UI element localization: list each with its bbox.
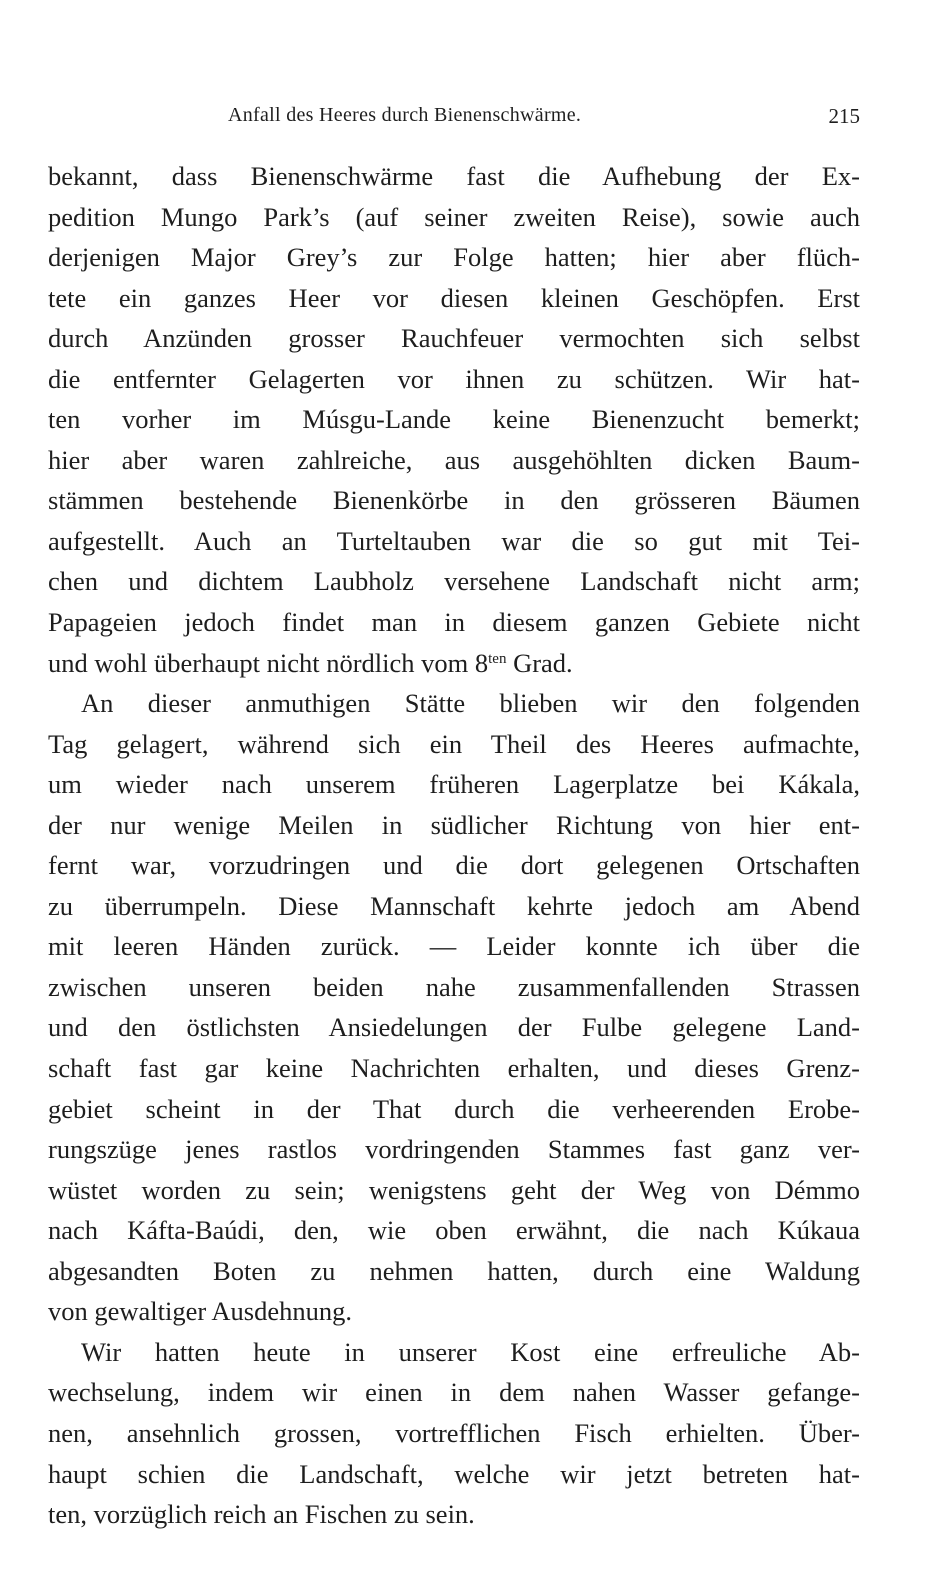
text-line: bekannt, dass Bienenschwärme fast die Aufhebung der Ex- <box>48 161 860 191</box>
running-title: Anfall des Heeres durch Bienenschwärme. <box>228 104 582 126</box>
text-line: von gewaltiger Ausdehnung. <box>48 1296 352 1327</box>
text-line: mit leeren Händen zurück. — Leider konnte ich über die <box>48 931 860 962</box>
page-number: 215 <box>828 104 860 128</box>
text-line: tete ein ganzes Heer vor diesen kleinen Geschöpfen. Erst <box>48 282 860 313</box>
text-line <box>48 643 860 684</box>
text-line: abgesandten Boten zu nehmen hatten, durch eine Waldung <box>48 1255 860 1286</box>
text-line: nach Káfta-Baúdi, den, wie oben erwähnt, die nach Kúkaua <box>48 1215 860 1246</box>
text-line: um wieder nach unserem früheren Lagerplatze bei Kákala, <box>48 769 860 800</box>
text-line: ten vorher im Músgu-Lande keine Bienenzucht bemerkt; <box>48 404 860 435</box>
text-line: schaft fast gar keine Nachrichten erhalten, und dieses Grenz- <box>48 1053 860 1084</box>
text-line: der nur wenige Meilen in südlicher Richtung von hier ent- <box>48 809 860 840</box>
running-head <box>48 104 860 134</box>
text-line: Tag gelagert, während sich ein Theil des Heeres aufmachte, <box>48 728 860 759</box>
text-line: pedition Mungo Park’s (auf seiner zweiten Reise), sowie auch <box>48 201 860 232</box>
text-line: derjenigen Major Grey’s zur Folge hatten; hier aber flüch- <box>48 242 860 273</box>
text-line: wüstet worden zu sein; wenigstens geht der Weg von Démmo <box>48 1174 860 1205</box>
text-line: aufgestellt. Auch an Turteltauben war die so gut mit Tei- <box>48 525 860 556</box>
body-text <box>48 156 860 1535</box>
text-line: chen und dichtem Laubholz versehene Landschaft nicht arm; <box>48 566 860 597</box>
line-text-end: Grad. <box>506 647 573 678</box>
text-line: gebiet scheint in der That durch die verheerenden Erobe- <box>48 1093 860 1124</box>
text-line: stämmen bestehende Bienenkörbe in den grösseren Bäumen <box>48 485 860 516</box>
text-line: zwischen unseren beiden nahe zusammenfallenden Strassen <box>48 971 860 1002</box>
paragraph-first-line: Wir hatten heute in unserer Kost eine erfreuliche Ab- <box>81 1336 860 1367</box>
text-line: ten, vorzüglich reich an Fischen zu sein. <box>48 1499 475 1530</box>
text-line: durch Anzünden grosser Rauchfeuer vermochten sich selbst <box>48 323 860 354</box>
text-line: wechselung, indem wir einen in dem nahen Wasser gefange- <box>48 1377 860 1408</box>
paragraph-first-line: An dieser anmuthigen Stätte blieben wir den folgenden <box>81 688 860 719</box>
text-line: fernt war, vorzudringen und die dort gelegenen Ortschaften <box>48 850 860 881</box>
text-line: und den östlichsten Ansiedelungen der Fulbe gelegene Land- <box>48 1012 860 1043</box>
text-line: nen, ansehnlich grossen, vortrefflichen Fisch erhielten. Über- <box>48 1417 860 1448</box>
text-line: zu überrumpeln. Diese Mannschaft kehrte jedoch am Abend <box>48 890 860 921</box>
text-line: die entfernter Gelagerten vor ihnen zu schützen. Wir hat- <box>48 363 860 394</box>
text-line: rungszüge jenes rastlos vordringenden Stammes fast ganz ver- <box>48 1134 860 1165</box>
superscript: ten <box>488 650 507 667</box>
text-line: hier aber waren zahlreiche, aus ausgehöhlten dicken Baum- <box>48 444 860 475</box>
line-text: und wohl überhaupt nicht nördlich vom 8 <box>48 647 489 678</box>
text-line: Papageien jedoch findet man in diesem ganzen Gebiete nicht <box>48 607 860 638</box>
text-line: haupt schien die Landschaft, welche wir jetzt betreten hat- <box>48 1458 860 1489</box>
